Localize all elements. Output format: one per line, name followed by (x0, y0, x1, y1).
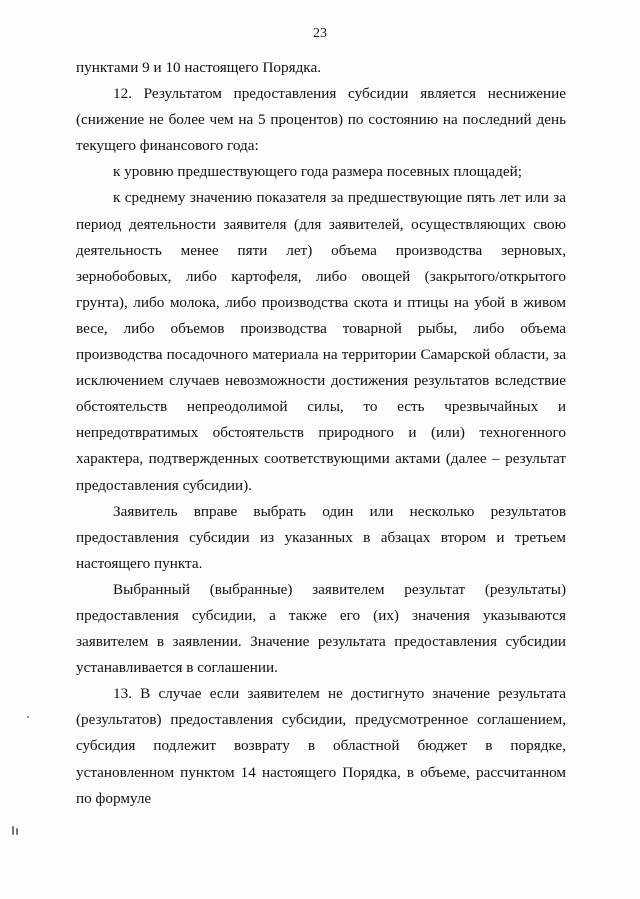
paragraph-clause-12: 12. Результатом предоставления субсидии является неснижение (снижение не более чем на 5 процентов) по состоянию на последний день текущего финансового года: (76, 85, 566, 155)
paragraph-selected-result: Выбранный (выбранные) заявителем результат (результаты) предоставления субсидии, а также его (их) значения указываются заявителем в заявлении. Значение результата предоставления субсидии устанавливается в соглашении. (76, 580, 566, 677)
body-text (76, 55, 566, 812)
page-number: 23 (313, 26, 327, 41)
paragraph-applicant-choice: Заявитель вправе выбрать один или несколько результатов предоставления субсидии из указанных в абзацах втором и третьем настоящего пункта. (76, 502, 566, 572)
paragraph-sown-area: к уровню предшествующего года размера посевных площадей; (113, 163, 522, 181)
scan-artifact (27, 716, 29, 718)
paragraph-production-volume: к среднему значению показателя за предшествующие пять лет или за период деятельности заявителя (для заявителей, осуществляющих свою деятельность менее пяти лет) объема производства зерновых, зернобобовых, либо картофеля, либо овощей (закрытого/открытого грунта), либо молока, либо производства скота и птицы на убой в живом весе, либо объемов производства товарной рыбы, либо объема производства посадочного материала на территории Самарской области, за исключением случаев невозможности достижения результатов вследствие обстоятельств непреодолимой силы, то есть чрезвычайных и непредотвратимых обстоятельств природного и (или) техногенного характера, подтвержденных соответствующими актами (далее – результат предоставления субсидии). (76, 189, 566, 494)
paragraph-continuation: пунктами 9 и 10 настоящего Порядка. (76, 59, 321, 76)
scan-artifact (12, 826, 14, 835)
scan-artifact (16, 828, 18, 835)
paragraph-clause-13: 13. В случае если заявителем не достигнуто значение результата (результатов) предоставления субсидии, предусмотренное соглашением, субсидия подлежит возврату в областной бюджет в порядке, установленном пунктом 14 настоящего Порядка, в объеме, рассчитанном по формуле (76, 685, 566, 807)
